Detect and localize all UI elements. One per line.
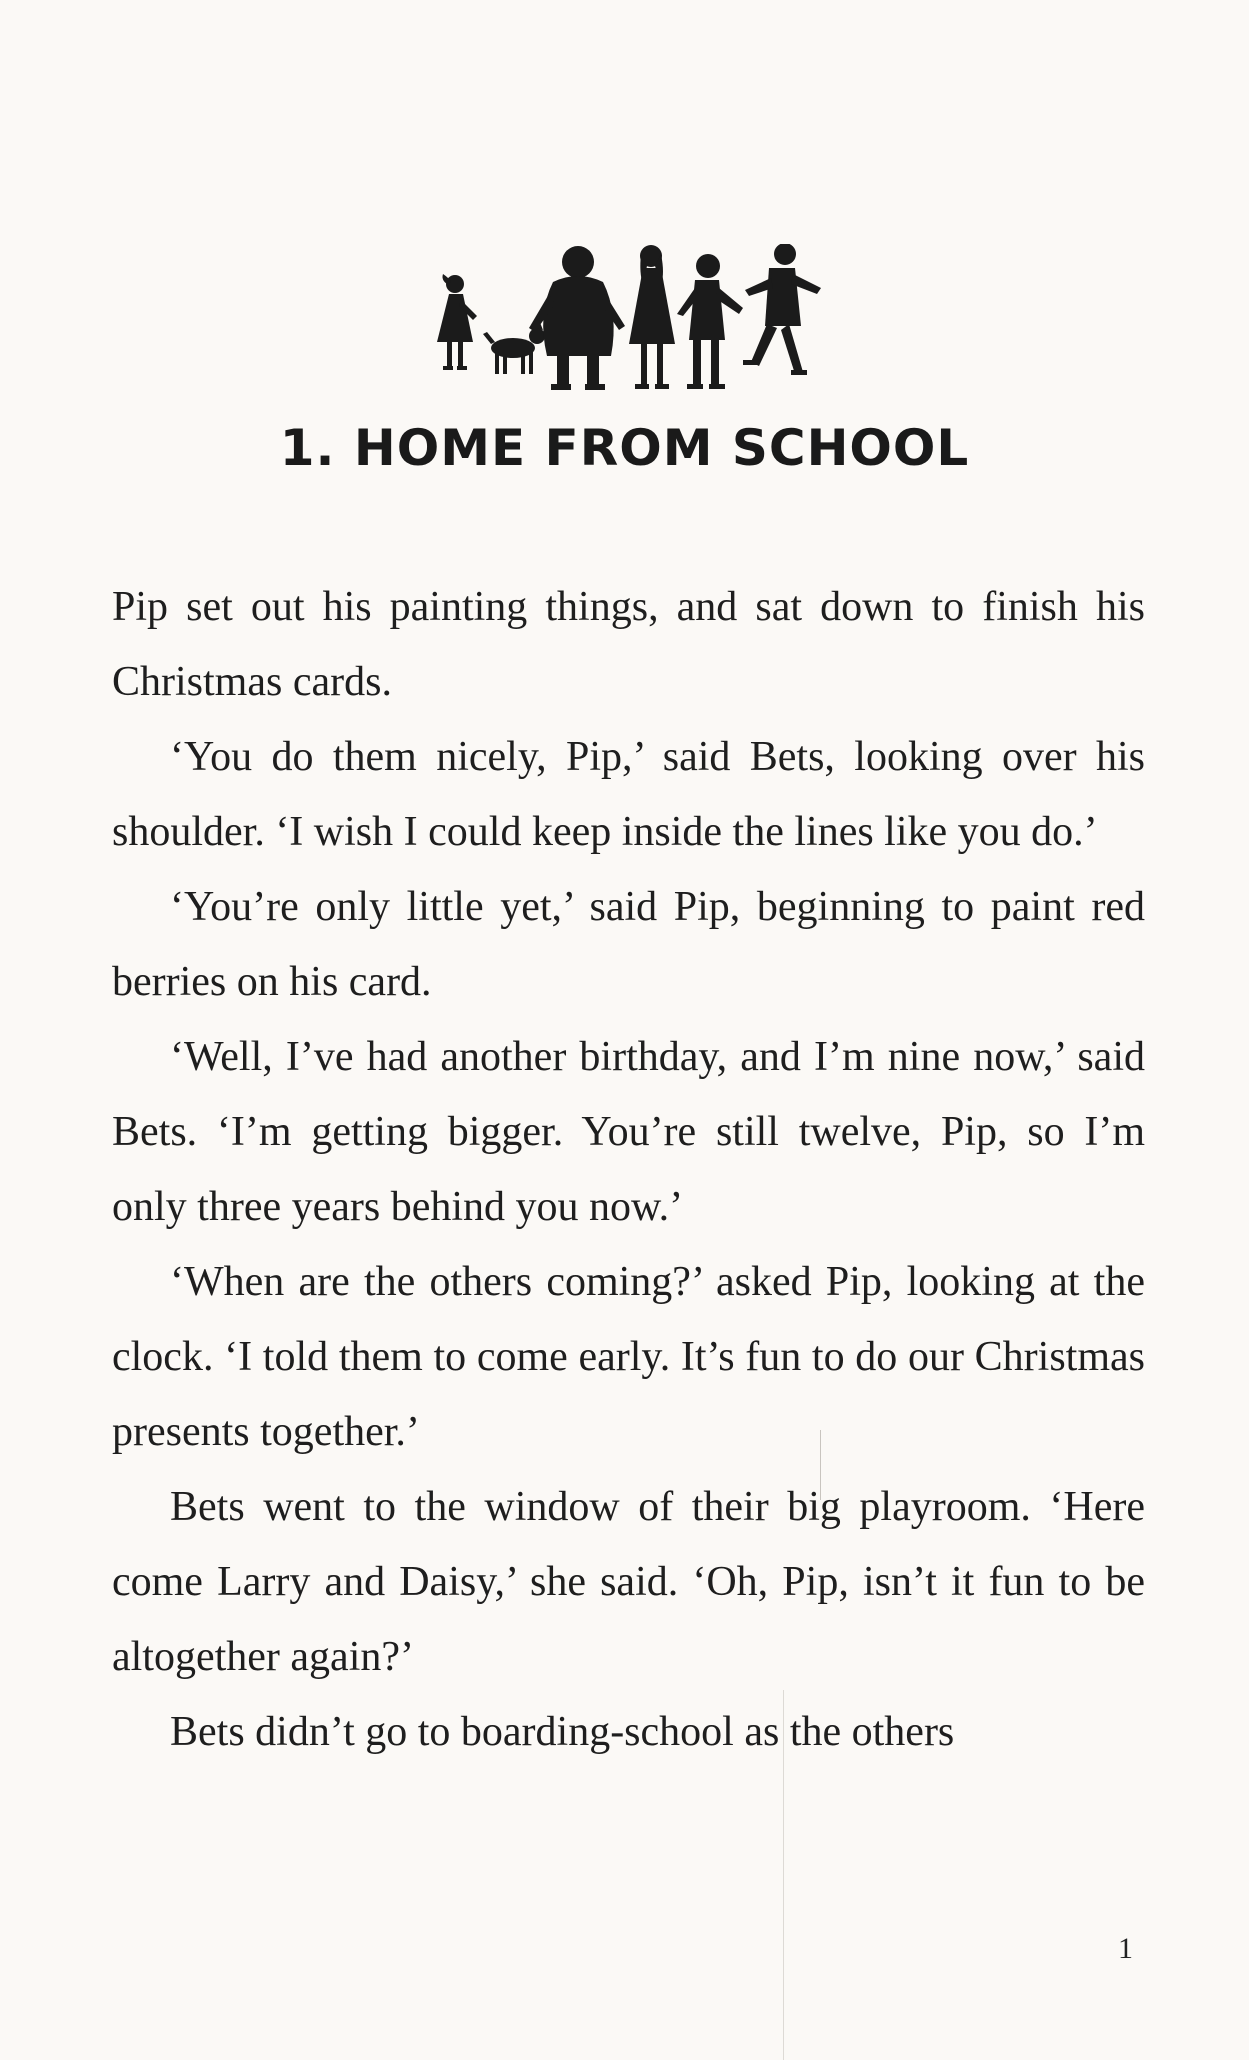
girl-silhouette: [437, 274, 477, 370]
paragraph: Bets went to the window of their big playroom. ‘Here come Larry and Daisy,’ she said. ‘Oh, Pip, isn’t it fun to be altogether again?’: [112, 1484, 1145, 1680]
children-and-dog-silhouette-icon: [433, 244, 828, 400]
girl-silhouette: [629, 245, 675, 389]
body-text: [112, 570, 1145, 1770]
paragraph: ‘Well, I’ve had another birthday, and I’m nine now,’ said Bets. ‘I’m getting bigger. You’re still twelve, Pip, so I’m only three years behind you now.’: [112, 1034, 1145, 1230]
paragraph: Pip set out his painting things, and sat down to finish his Christmas cards.: [112, 584, 1145, 705]
page-number: 1: [1118, 1932, 1133, 1965]
boy-silhouette: [677, 254, 743, 389]
running-boy-silhouette: [743, 244, 821, 375]
paragraph: ‘You’re only little yet,’ said Pip, beginning to paint red berries on his card.: [112, 884, 1145, 1005]
paragraph: ‘You do them nicely, Pip,’ said Bets, looking over his shoulder. ‘I wish I could keep inside the lines like you do.’: [112, 734, 1145, 855]
chapter-title: 1. HOME FROM SCHOOL: [279, 419, 970, 477]
paragraph: ‘When are the others coming?’ asked Pip, looking at the clock. ‘I told them to come early. It’s fun to do our Christmas presents together.’: [112, 1259, 1145, 1455]
paragraph: Bets didn’t go to boarding-school as the others: [170, 1709, 955, 1755]
boy-silhouette: [529, 246, 625, 390]
